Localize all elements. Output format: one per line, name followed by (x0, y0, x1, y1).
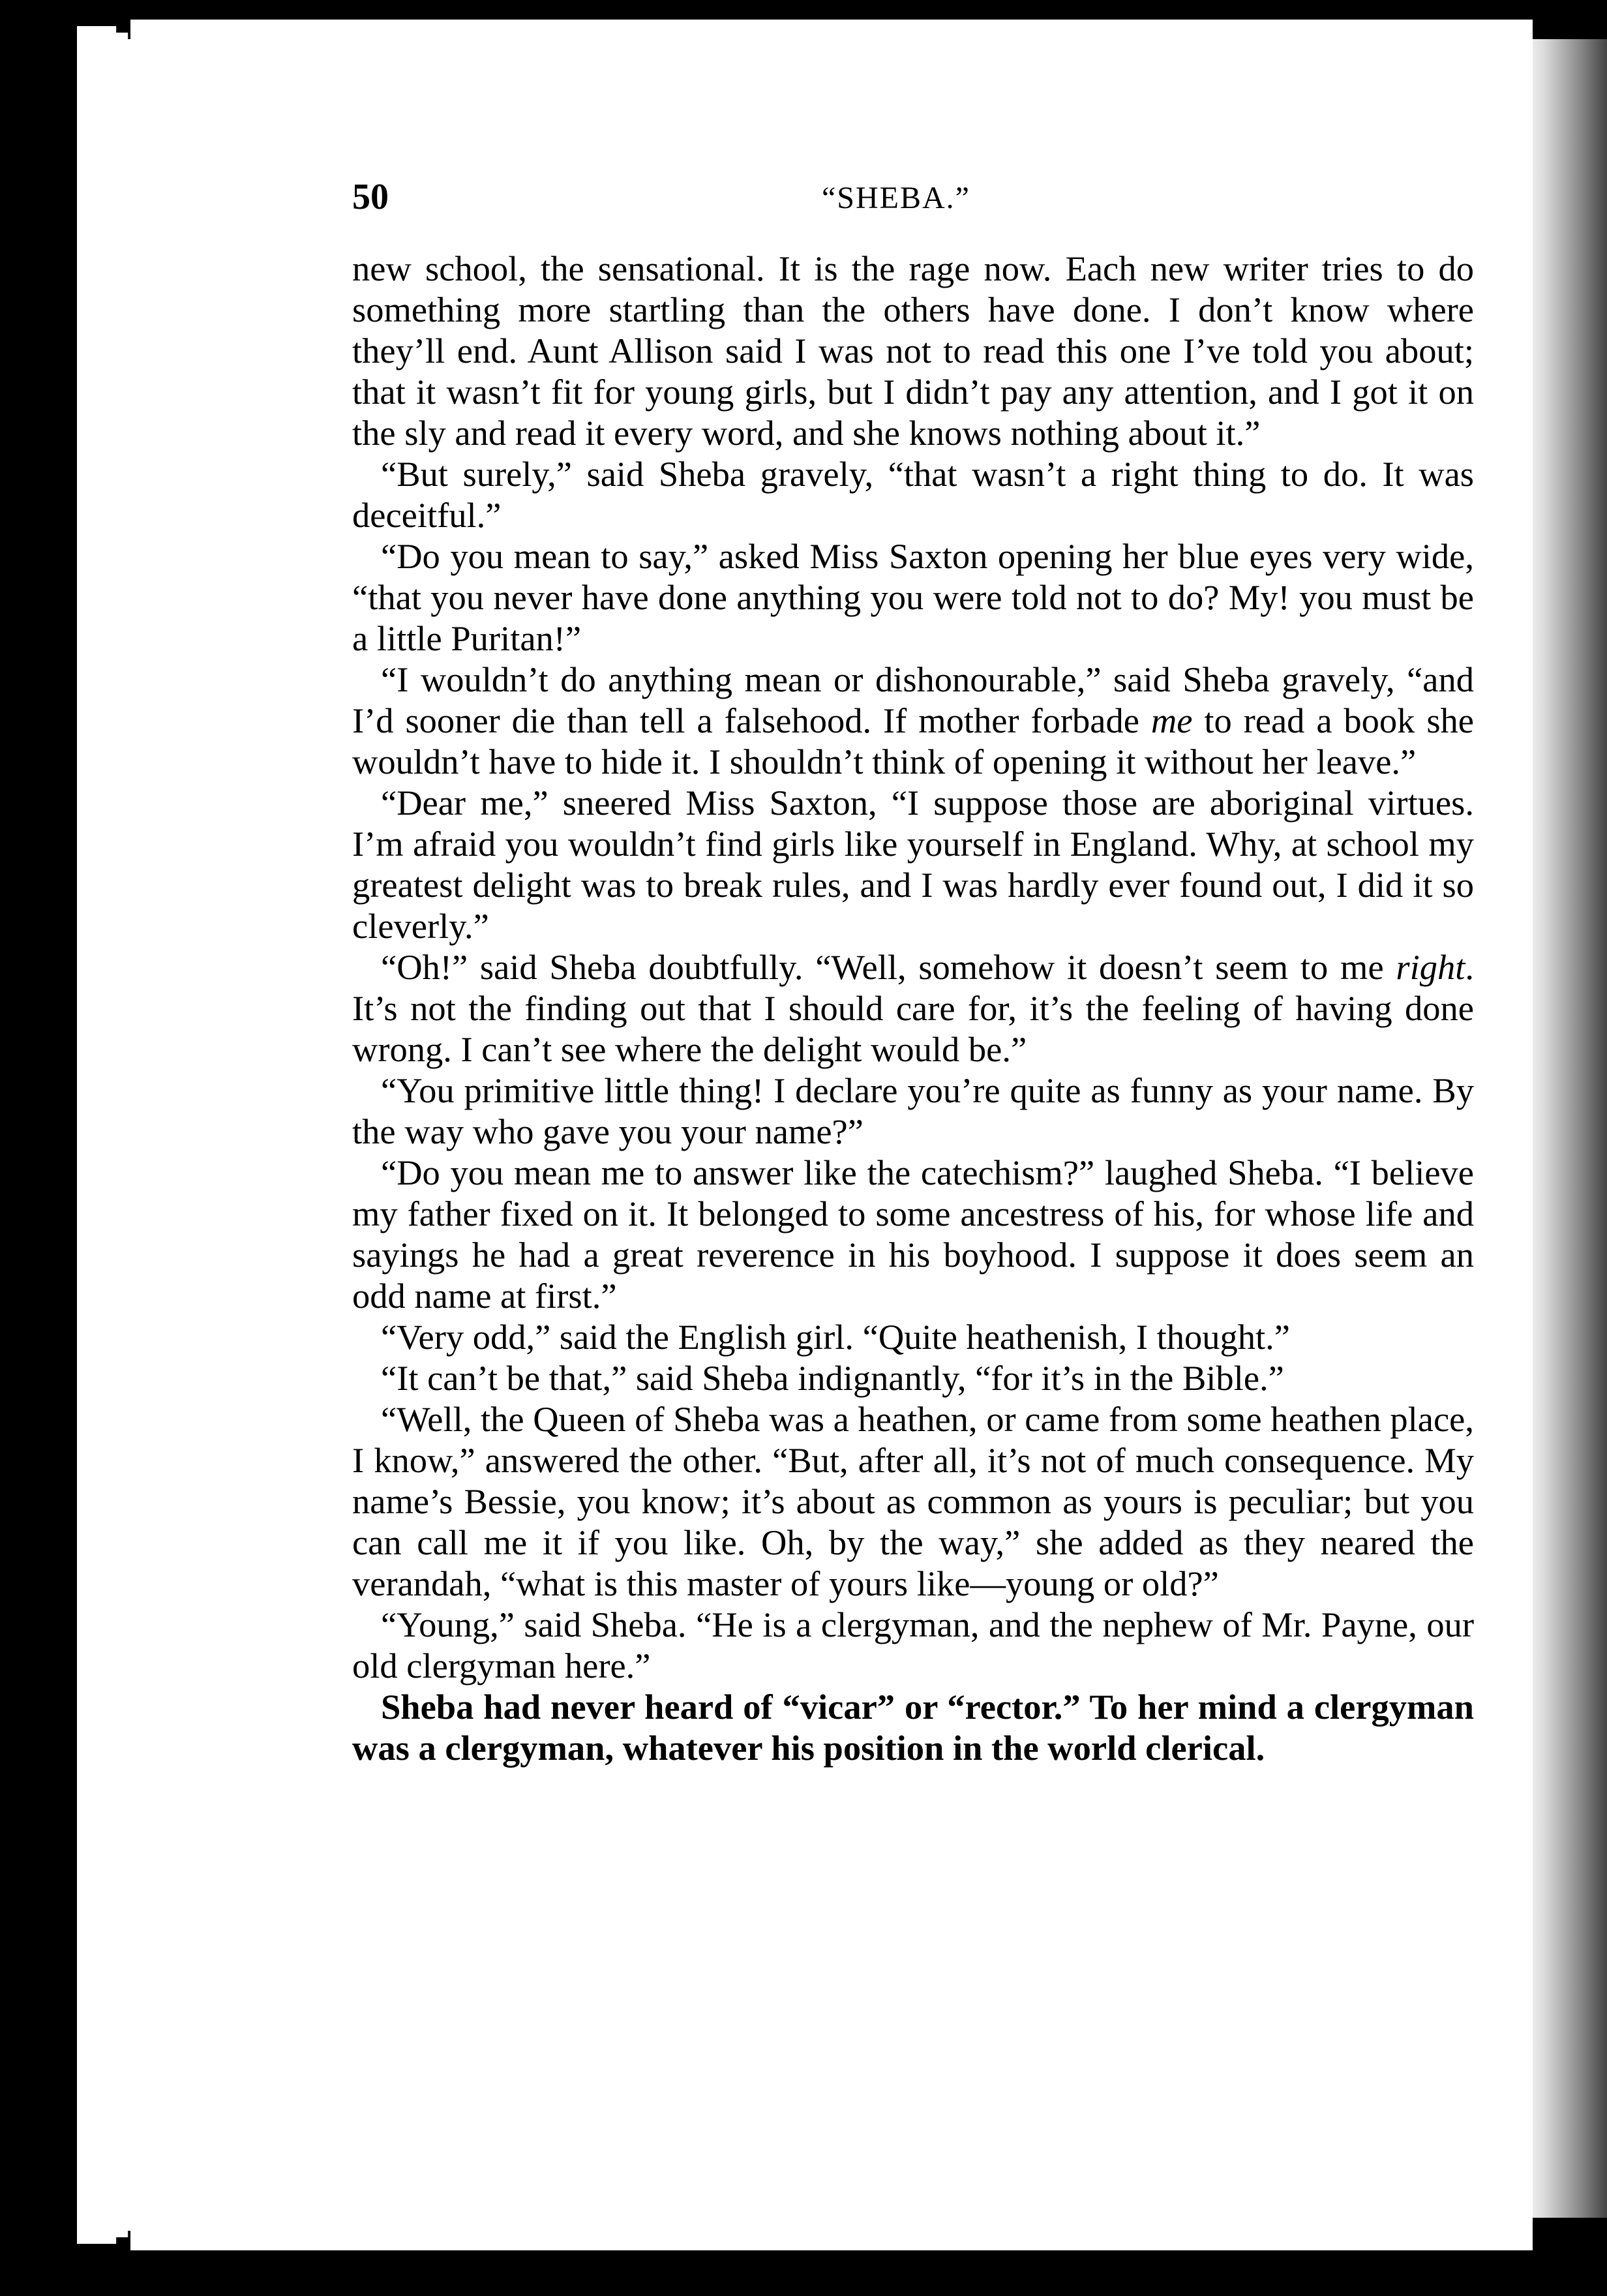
paragraph: “Well, the Queen of Sheba was a heathen, or came from some heathen place, I know,” answered the other. “But, after all, it’s not of much consequence. My name’s Bessie, you know; it’s about as common as yours is peculiar; but you can call me it if you like. Oh, by the way,” she added as they neared the verandah, “what is this master of yours like—young or old?” (352, 1399, 1474, 1603)
emphasis: right (1396, 947, 1465, 987)
text-run: “I wouldn’t do anything mean or dishonourable,” said Sheba gravely, “and I’d sooner die than tell a falsehood. If mother forbade (352, 659, 1474, 740)
paragraph (352, 659, 1474, 782)
paragraph: new school, the sensational. It is the rage now. Each new writer tries to do something more startling than the others have done. I don’t know where they’ll end. Aunt Allison said I was not to read this one I’ve told you about; that it wasn’t fit for young girls, but I didn’t pay any attention, and I got it on the sly and read it every word, and she knows nothing about it.” (352, 249, 1474, 453)
text-run: to read a book she wouldn’t have to hide it. I shouldn’t think of opening it without her leave.” (352, 701, 1474, 781)
paragraph: “Do you mean to say,” asked Miss Saxton opening her blue eyes very wide, “that you never have done anything you were told not to do? My! you must be a little Puritan!” (352, 536, 1474, 658)
paragraph: “You primitive little thing! I declare you’re quite as funny as your name. By the way who gave you your name?” (352, 1070, 1474, 1151)
paragraph: Sheba had never heard of “vicar” or “rector.” To her mind a clergyman was a clergyman, whatever his position in the world clerical. (352, 1687, 1474, 1768)
text-run: “Oh!” said Sheba doubtfully. “Well, somehow it doesn’t seem to me (381, 947, 1396, 987)
emphasis: me (1150, 701, 1193, 740)
paragraph: “Do you mean me to answer like the catechism?” laughed Sheba. “I believe my father fixed on it. It belonged to some ancestress of his, for whose life and sayings he had a great reverence in his boyhood. I suppose it does seem an odd name at first.” (352, 1153, 1474, 1316)
paragraph: “Dear me,” sneered Miss Saxton, “I suppose those are aboriginal virtues. I’m afraid you wouldn’t find girls like yourself in England. Why, at school my greatest delight was to break rules, and I was hardly ever found out, I did it so cleverly.” (352, 783, 1474, 946)
paragraph: “Very odd,” said the English girl. “Quite heathenish, I thought.” (381, 1317, 1290, 1357)
body-text (352, 248, 1474, 1768)
paragraph: “It can’t be that,” said Sheba indignantly, “for it’s in the Bible.” (381, 1358, 1284, 1398)
text-run: . It’s not the finding out that I should care for, it’s the feeling of having done wrong. I can’t see where the delight would be.” (352, 947, 1474, 1069)
paragraph: “Young,” said Sheba. “He is a clergyman, and the nephew of Mr. Payne, our old clergyman here.” (352, 1605, 1474, 1685)
paragraph: “But surely,” said Sheba gravely, “that wasn’t a right thing to do. It was deceitful.” (352, 454, 1474, 535)
page-number: 50 (352, 177, 389, 217)
paragraph (352, 946, 1474, 1070)
running-head: “SHEBA.” (822, 181, 970, 215)
page-header (352, 176, 1474, 228)
